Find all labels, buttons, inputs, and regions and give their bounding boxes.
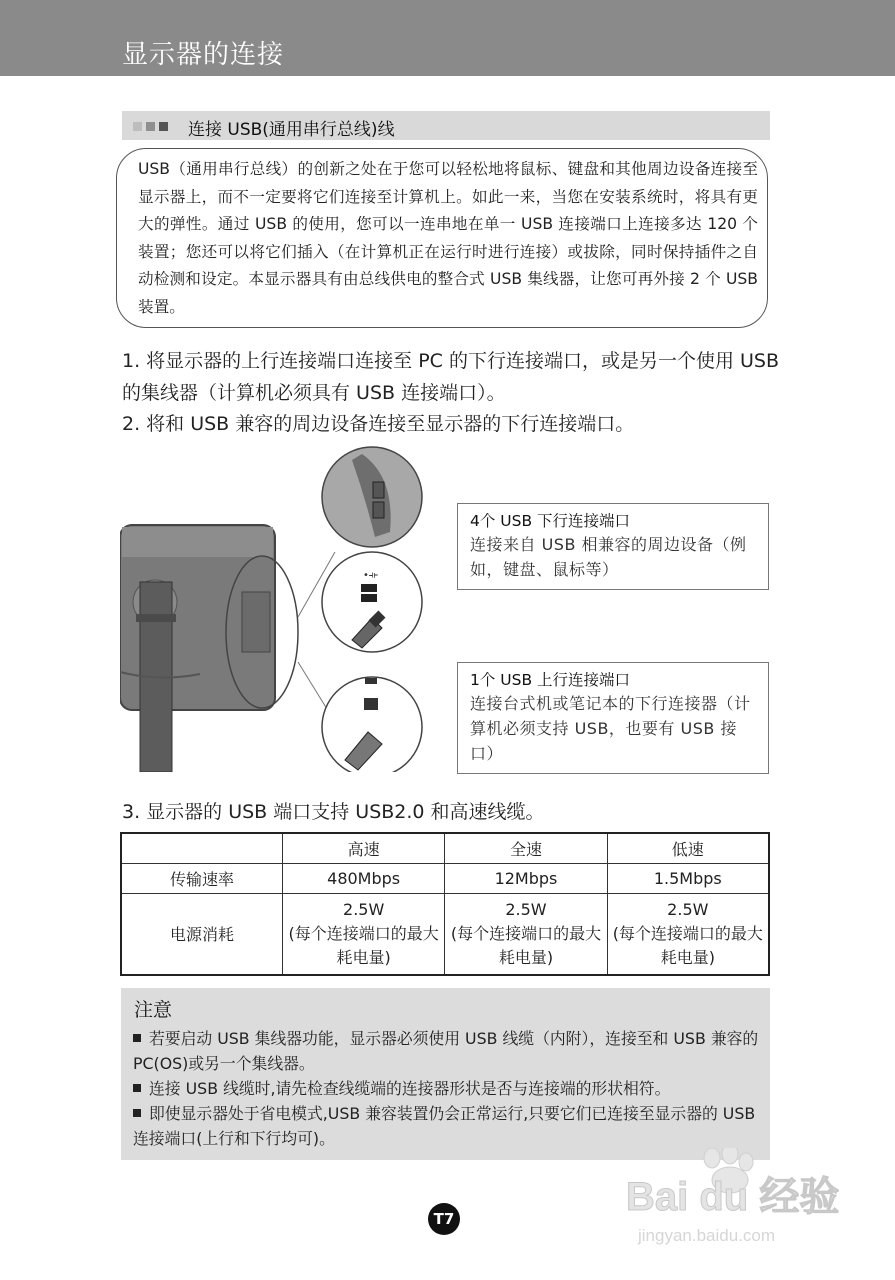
- note-text: 即使显示器处于省电模式,USB 兼容装置仍会正常运行,只要它们已连接至显示器的 USB 连接端口(上行和下行均可)。: [133, 1104, 756, 1148]
- square-icon: [159, 122, 168, 131]
- bullet-icon: [133, 1109, 141, 1117]
- usb-spec-table: [120, 832, 770, 976]
- callout-description: 连接台式机或笔记本的下行连接器（计算机必须支持 USB，也要有 USB 接口）: [470, 694, 751, 763]
- table-cell: 传输速率: [121, 863, 282, 893]
- square-icon: [133, 122, 142, 131]
- square-icon: [146, 122, 155, 131]
- table-cell: 2.5W (每个连接端口的最大耗电量): [282, 893, 444, 975]
- callout-description: 连接来自 USB 相兼容的周边设备（例如，键盘、鼠标等）: [470, 535, 747, 579]
- note-text: 连接 USB 线缆时,请先检查线缆端的连接器形状是否与连接端的形状相符。: [149, 1079, 671, 1098]
- watermark-brand: Bai du 经验: [626, 1175, 840, 1219]
- page-title: 显示器的连接: [122, 40, 285, 70]
- step-2: 2. 将和 USB 兼容的周边设备连接至显示器的下行连接端口。: [122, 413, 635, 435]
- note-text: 若要启动 USB 集线器功能，显示器必须使用 USB 线缆（内附），连接至和 USB 兼容的 PC(OS)或另一个集线器。: [133, 1029, 759, 1073]
- step-3: 3. 显示器的 USB 端口支持 USB2.0 和高速线缆。: [122, 801, 545, 823]
- table-cell: 2.5W (每个连接端口的最大耗电量): [607, 893, 769, 975]
- table-header-row: [121, 833, 769, 863]
- table-header-cell: [121, 833, 282, 863]
- table-cell: 2.5W (每个连接端口的最大耗电量): [445, 893, 607, 975]
- table-row: [121, 863, 769, 893]
- bullet-icon: [133, 1034, 141, 1042]
- section-title: 连接 USB(通用串行总线)线: [188, 120, 395, 140]
- upstream-connector-zoom: [322, 677, 422, 772]
- table-cell: 12Mbps: [445, 863, 607, 893]
- note-item: [133, 1076, 763, 1101]
- watermark-url: jingyan.baidu.com: [638, 1226, 776, 1245]
- downstream-port-callout: [457, 503, 769, 590]
- table-cell: 1.5Mbps: [607, 863, 769, 893]
- baidu-watermark: [612, 1148, 852, 1248]
- step-1: 1. 将显示器的上行连接端口连接至 PC 的下行连接端口，或是另一个使用 USB 的集线器（计算机必须具有 USB 连接端口）。: [122, 350, 780, 404]
- upstream-port-callout: [457, 662, 769, 774]
- downstream-port-zoom: [322, 447, 422, 547]
- svg-text:•⟛: •⟛: [363, 570, 378, 581]
- monitor-back-illustration: [120, 525, 275, 772]
- usb-port-diagram: [120, 442, 430, 772]
- bullet-icon: [133, 1084, 141, 1092]
- table-row: [121, 893, 769, 975]
- downstream-connector-zoom: [322, 552, 422, 652]
- callout-title: 1个 USB 上行连接端口: [470, 671, 631, 689]
- table-cell: 480Mbps: [282, 863, 444, 893]
- table-header-cell: 高速: [282, 833, 444, 863]
- section-heading-bar: [122, 111, 770, 140]
- table-header-cell: 全速: [445, 833, 607, 863]
- intro-paragraph: USB（通用串行总线）的创新之处在于您可以轻松地将鼠标、键盘和其他周边设备连接至显示器上，而不一定要将它们连接至计算机上。如此一来，当您在安装系统时，将具有更大的弹性。通过 USB 的使用，您可以一连串地在单一 USB 连接端口上连接多达 120 个装置；您还可以将它们插入（在计算机正在运行时进行连接）或拔除，同时保持插件之自动检测和设定。本显示器具有由总线供电的整合式 USB 集线器，让您可再外接 2 个 USB 装置。: [138, 160, 758, 316]
- callout-title: 4个 USB 下行连接端口: [470, 512, 631, 530]
- note-title: 注意: [134, 999, 173, 1021]
- table-cell: 电源消耗: [121, 893, 282, 975]
- table-header-cell: 低速: [607, 833, 769, 863]
- note-item: [133, 1026, 763, 1076]
- page-number: T7: [428, 1203, 460, 1235]
- note-item: [133, 1101, 763, 1151]
